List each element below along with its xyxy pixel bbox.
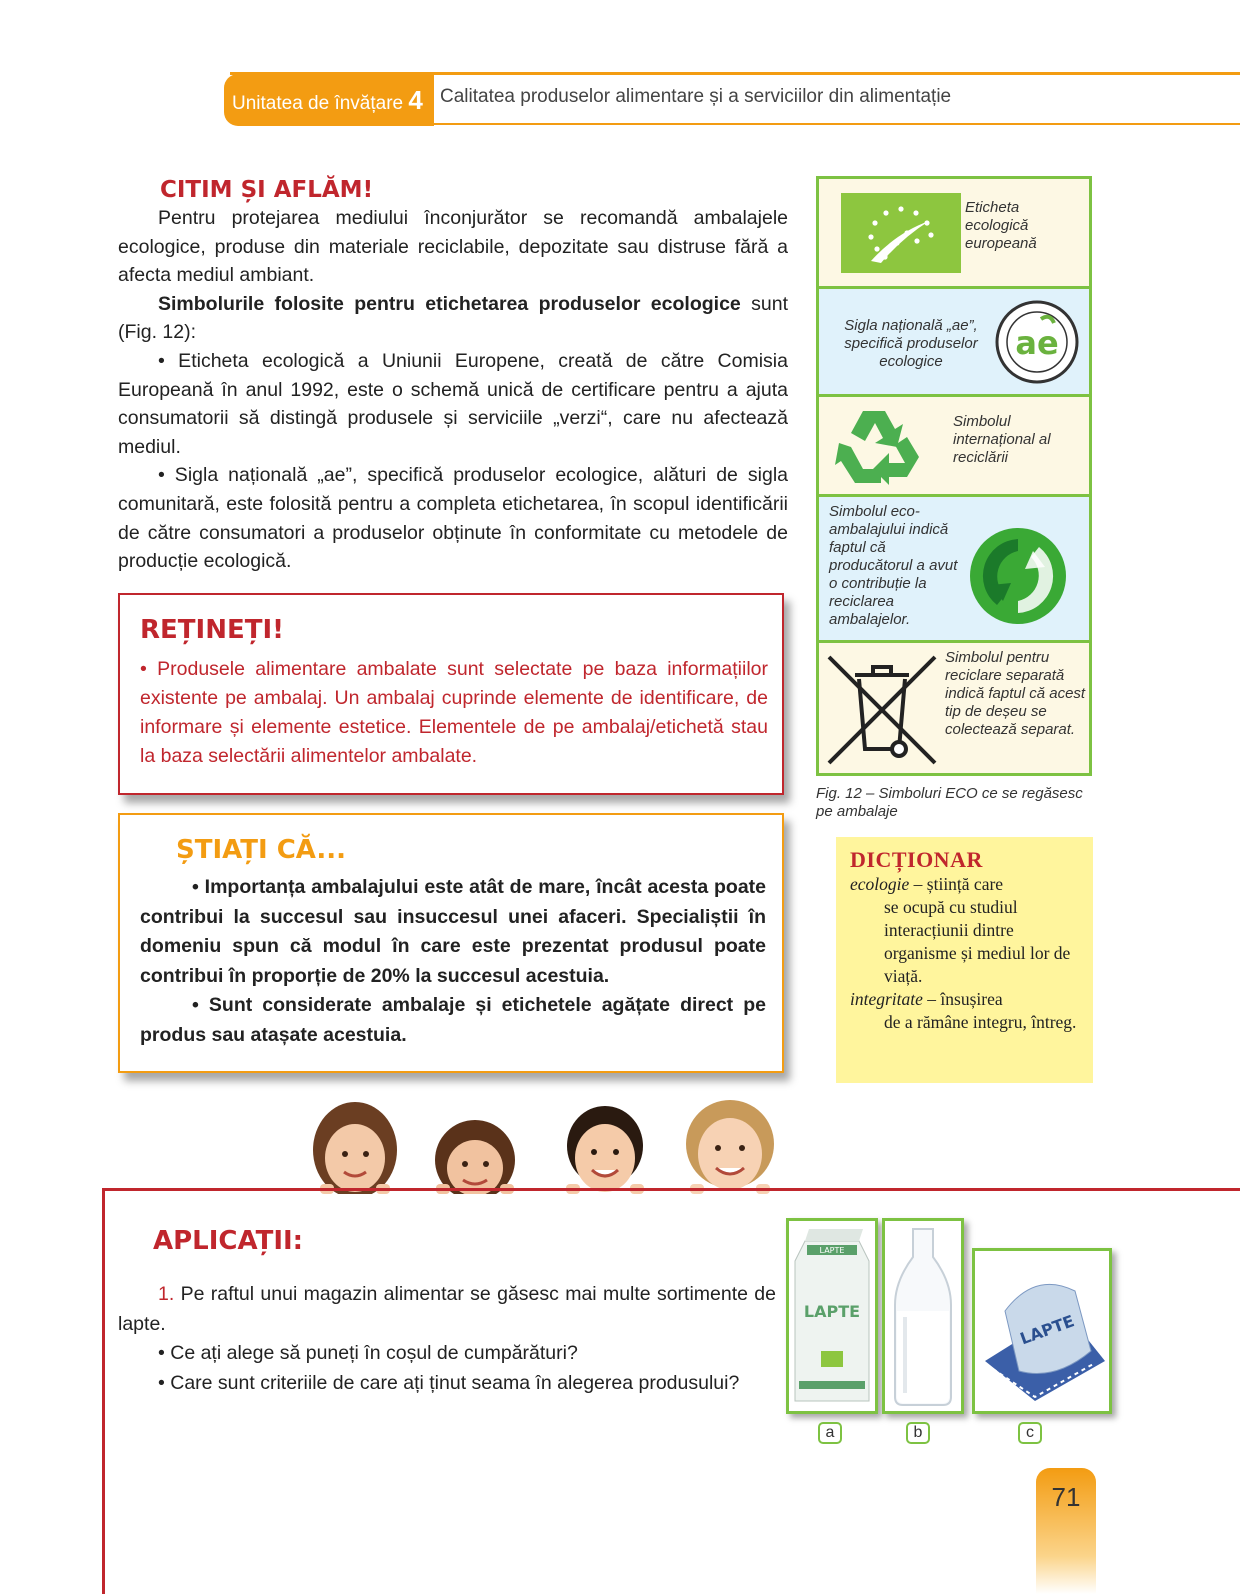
- ae-logo-text: ae: [1015, 324, 1059, 362]
- product-label-a: a: [818, 1422, 842, 1444]
- aplicatii-left-border: [102, 1188, 105, 1594]
- dictionar-box: [836, 837, 1093, 1083]
- product-a-carton: [786, 1218, 878, 1414]
- page-number: 71: [1036, 1468, 1096, 1594]
- eco-green-dot-caption: Simbolul eco-ambalajului indică faptul că producătorul a avut o contribuție la reciclarea ambalajelor.: [829, 503, 958, 628]
- eco-bin-caption: Simbolul pentru reciclare separată indică faptul că acest tip de deșeu se colectează separat.: [945, 649, 1086, 738]
- citim-p2-rest: sunt (Fig. 12):: [118, 292, 788, 344]
- retineti-title: REȚINEȚI!: [140, 615, 284, 645]
- milk-carton-icon: [789, 1221, 875, 1411]
- fig12-caption: Fig. 12 – Simboluri ECO ce se regăsesc pe ambalaje: [816, 785, 1083, 820]
- chapter-title: Calitatea produselor alimentare și a serviciilor din alimentație: [440, 86, 952, 107]
- stiati-box: [118, 813, 784, 1073]
- stiati-body: [140, 873, 766, 1050]
- product-b-bottle: [882, 1218, 964, 1414]
- child-1: [313, 1102, 397, 1194]
- aplicatii-q1-number: 1.: [158, 1283, 175, 1305]
- citim-title: CITIM ȘI AFLĂM!: [160, 177, 374, 203]
- dict-entry-ecologie: [850, 873, 1079, 988]
- eco-row-green-dot: [819, 497, 1089, 643]
- dict-def1-rest: se ocupă cu studiul interacțiunii dintre organisme și mediul lor de viață.: [884, 897, 1071, 986]
- milk-bottle-icon: [885, 1221, 961, 1411]
- eco-ae-caption: Sigla națională „ae”, specifică produselor ecologice: [844, 317, 978, 370]
- citim-p4: • Sigla națională „ae”, specifică produselor ecologice, alături de sigla comunitară, este folosită pentru a completa etichetarea, în scopul identificării de către consumatori a produselor obținute în conformitate cu metodele de producție ecologică.: [118, 464, 788, 573]
- stiati-p2: • Sunt considerate ambalaje și etichetele agățate direct pe produs sau atașate acestuia.: [140, 994, 766, 1046]
- dict-def2-head: – însușirea: [922, 989, 1003, 1009]
- aplicatii-bullet-2: • Care sunt criteriile de care ați ținut seama în alegerea produsului?: [158, 1371, 740, 1394]
- aplicatii-top-border: [102, 1188, 1240, 1191]
- citim-p2-bold: Simbolurile folosite pentru etichetarea produselor ecologice: [158, 292, 741, 315]
- children-illustration: [300, 1098, 820, 1194]
- product-c-bag: [972, 1248, 1112, 1414]
- crossed-bin-icon: [825, 653, 939, 767]
- citim-body: [118, 204, 788, 576]
- dict-def1-head: – știință care: [909, 874, 1004, 894]
- aplicatii-q1: [118, 1280, 776, 1339]
- carton-main-text: LAPTE: [803, 1302, 861, 1321]
- dict-entry-integritate: [850, 988, 1079, 1034]
- child-2: [435, 1120, 515, 1194]
- eu-leaf-icon: [841, 193, 961, 273]
- eco-row-bin: [819, 643, 1089, 773]
- dictionar-title: DICȚIONAR: [850, 847, 983, 872]
- carton-top-text: LAPTE: [819, 1246, 845, 1255]
- eco-row-eu: [819, 179, 1089, 289]
- child-3: [566, 1106, 644, 1194]
- dict-term-integritate: integritate: [850, 989, 923, 1009]
- aplicatii-body: [118, 1280, 776, 1398]
- child-4: [686, 1100, 774, 1194]
- stiati-title: ȘTIAȚI CĂ...: [176, 835, 347, 865]
- green-dot-icon: [967, 525, 1069, 627]
- unit-number: 4: [408, 85, 423, 115]
- recycle-icon: [833, 403, 925, 491]
- unit-tab: [224, 74, 434, 126]
- bag-text: LAPTE: [1017, 1311, 1077, 1349]
- unit-label: Unitatea de învățare: [232, 93, 404, 114]
- eco-row-ae: [819, 289, 1089, 397]
- citim-p2: [118, 290, 788, 347]
- dict-term-ecologie: ecologie: [850, 874, 910, 894]
- aplicatii-title: APLICAȚII:: [153, 1226, 304, 1256]
- retineti-box: [118, 593, 784, 795]
- product-label-c: c: [1018, 1422, 1042, 1444]
- aplicatii-q1-text: Pe raftul unui magazin alimentar se găsesc mai multe sortimente de lapte.: [118, 1283, 776, 1335]
- eco-row-recycle: [819, 397, 1089, 497]
- eco-eu-caption: Eticheta ecologică europeană: [965, 199, 1037, 252]
- milk-bag-icon: [975, 1251, 1109, 1411]
- citim-p1: Pentru protejarea mediului înconjurător se recomandă ambalajele ecologice, produse din materiale reciclabile, depozitate sau distruse fără a afecta mediul ambiant.: [118, 207, 788, 287]
- header-bottom-line: [430, 123, 1240, 125]
- retineti-text: • Produsele alimentare ambalate sunt selectate pe baza informațiilor existente pe ambalaj. Un ambalaj cuprinde elemente de identificare, de informare și elemente estetice. Elementele de pe ambalaj/etichetă stau la baza selectării alimentelor ambalate.: [140, 658, 768, 767]
- eco-recycle-caption: Simbolul internațional al reciclării: [953, 413, 1051, 466]
- citim-p3: • Eticheta ecologică a Uniunii Europene, creată de către Comisia Europeană în anul 1992, este o schemă unică de certificare pentru a ajuta consumatorii să distingă produsele și serviciile „verzi“, care nu afectează mediul.: [118, 349, 788, 458]
- eco-symbols-panel: [816, 176, 1092, 776]
- aplicatii-bullet-1: • Ce ați alege să puneți în coșul de cumpărături?: [158, 1342, 578, 1364]
- dict-def2-rest: de a rămâne integru, întreg.: [884, 1012, 1077, 1032]
- product-label-b: b: [906, 1422, 930, 1444]
- ae-logo-icon: [994, 299, 1080, 385]
- stiati-p1: • Importanța ambalajului este atât de mare, încât acesta poate contribui la succesul sau insuccesul unei afaceri. Specialiștii în domeniu spun că modul în care este prezentat produsul poate contribui în proporție de 20% la succesul acestuia.: [140, 876, 766, 987]
